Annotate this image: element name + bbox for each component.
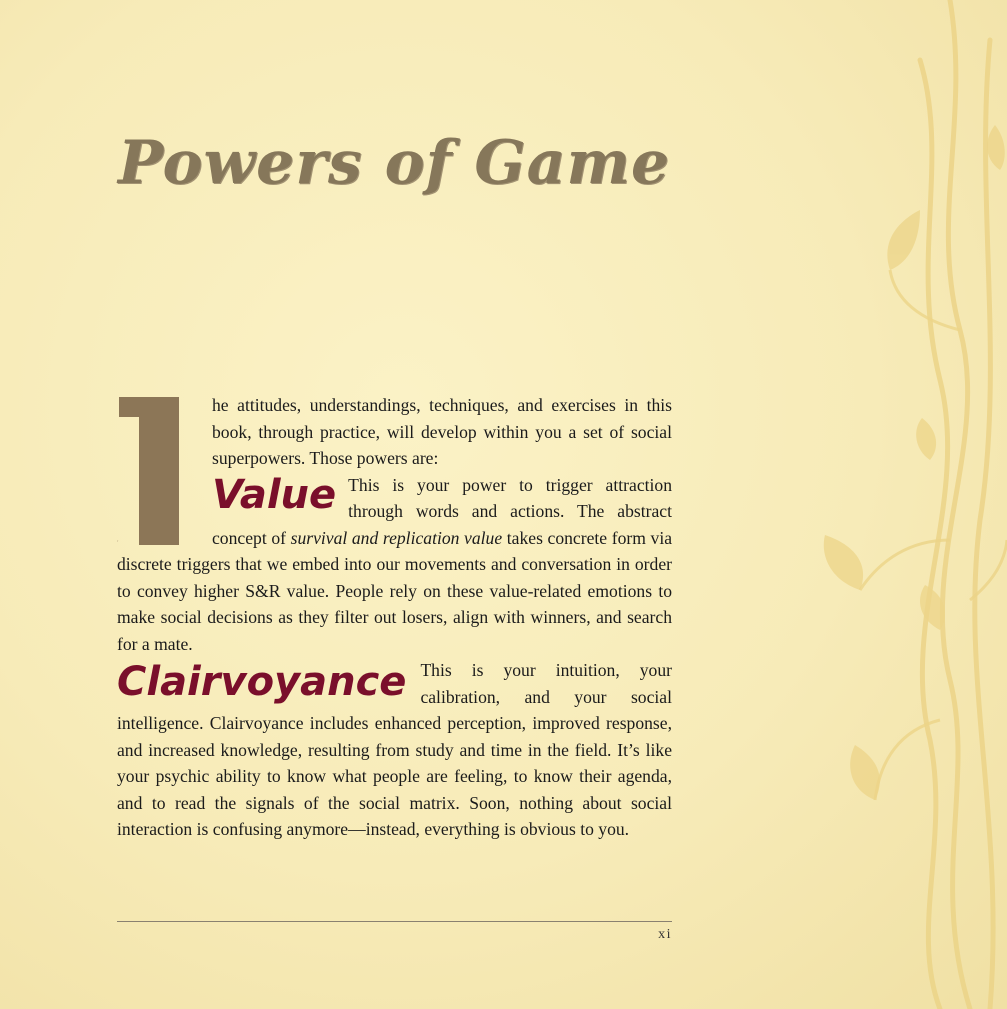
power-term-clairvoyance: Clairvoyance <box>117 659 407 705</box>
page-number: xi <box>658 927 672 942</box>
drop-cap <box>117 392 212 547</box>
power-value-text-1: This is your power to trigger attraction through words and actions. The abstract concept of <box>212 474 672 548</box>
page-title: Powers of Game <box>118 128 671 198</box>
decorative-vine <box>800 0 1007 1009</box>
body-text <box>117 392 672 843</box>
power-clairvoyance-text: This is your intuition, your calibration, and your social intelligence. Clairvoyance includes enhanced perception, improved response, and increased knowledge, resulting from study and time in the field. It’s like your psychic ability to know what people are feeling, to know their agenda, and to read the signals of the social matrix. Soon, nothing about social interaction is confusing anymore—instead, everything is obvious to you. <box>117 660 672 839</box>
drop-cap-letter: T <box>117 541 119 543</box>
footer-rule <box>117 921 672 922</box>
power-value-text-2: takes concrete form via discrete triggers that we embed into our movements and conversation in order to convey higher S&R value. People rely on these value-related emotions to make social decisions as they filter out losers, align with winners, and search for a mate. <box>117 527 673 654</box>
power-clairvoyance-paragraph <box>117 657 672 843</box>
intro-text: he attitudes, understandings, techniques, and exercises in this book, through practice, will develop within you a set of social superpowers. Those powers are: <box>212 395 672 468</box>
power-term-value: Value <box>212 471 337 518</box>
power-value-italic: survival and replication value <box>290 527 503 548</box>
